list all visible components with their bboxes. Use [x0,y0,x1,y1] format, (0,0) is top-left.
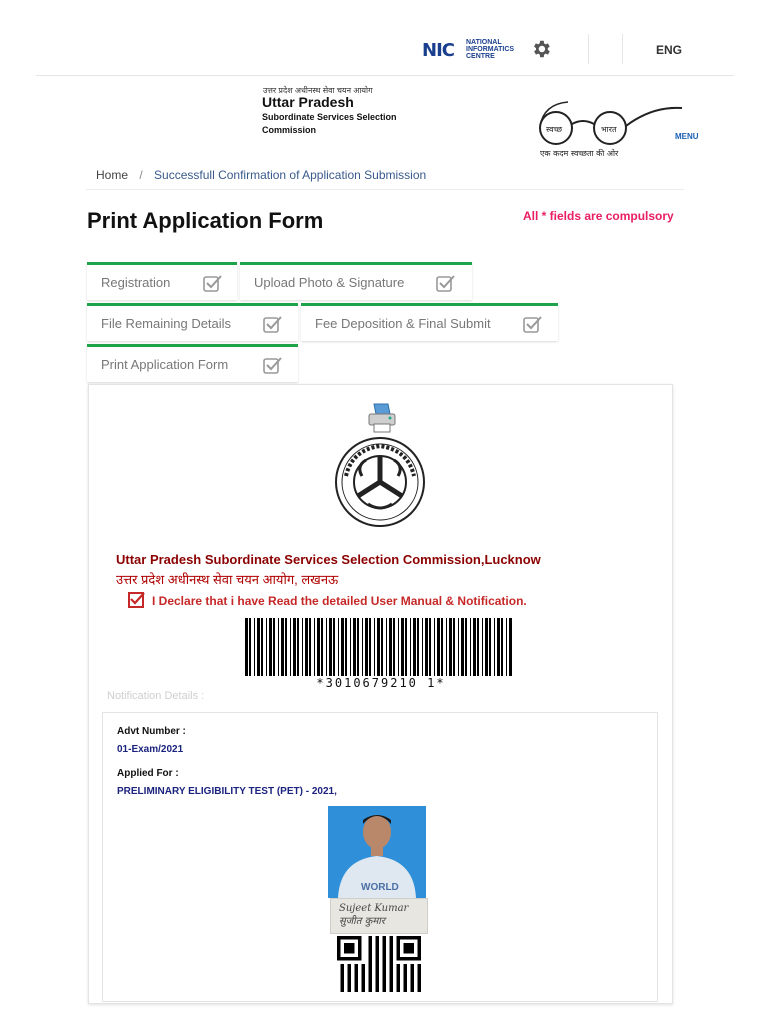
qr-module [404,978,408,982]
qr-module [376,940,380,944]
qr-module [369,947,373,951]
step-file-remaining[interactable] [87,303,298,341]
qr-module [369,940,373,944]
advt-number-value: 01-Exam/2021 [117,744,184,755]
qr-module [411,975,415,979]
barcode-bar [329,618,332,676]
qr-module [397,978,401,982]
barcode-bar [273,618,275,676]
swachh-tagline: एक कदम स्वच्छता की ओर [540,149,619,158]
nic-line-3: CENTRE [466,53,495,60]
qr-module [341,985,345,989]
qr-module [355,985,359,989]
qr-module [369,971,373,975]
step-label: Fee Deposition & Final Submit [315,316,491,331]
qr-module [355,982,359,986]
qr-module [348,975,352,979]
qr-module [362,982,366,986]
barcode-bar [266,618,267,676]
qr-module [411,985,415,989]
qr-module [383,947,387,951]
barcode-bar [453,618,455,676]
application-barcode [245,618,515,676]
compulsory-note: All * fields are compulsory [523,209,674,223]
checkbox-checked-icon [263,315,283,333]
barcode-bar [309,618,311,676]
qr-module [383,985,387,989]
top-bar [36,28,734,76]
qr-module [348,971,352,975]
qr-module [390,982,394,986]
barcode-bar [422,618,423,676]
barcode-bar [441,618,443,676]
qr-module [369,961,373,965]
qr-module [383,982,387,986]
qr-module [362,989,366,993]
barcode-bar [494,618,495,676]
nic-line-1: NATIONAL [466,39,502,46]
qr-module [404,968,408,972]
qr-module [369,964,373,968]
barcode-bar [381,618,383,676]
qr-module [397,985,401,989]
qr-module [376,957,380,961]
qr-module [404,971,408,975]
checkbox-checked-icon [203,274,223,292]
qr-module [369,985,373,989]
barcode-bar [249,618,251,676]
barcode-bar [482,618,483,676]
barcode-bar [297,618,299,676]
qr-module [383,989,387,993]
barcode-bar [473,618,476,676]
qr-module [404,989,408,993]
barcode-bar [278,618,279,676]
nic-logo[interactable] [422,38,522,60]
barcode-bar [293,618,296,676]
qr-module [383,943,387,947]
barcode-bar [362,618,363,676]
signature-line-1: Sujeet Kumar [339,903,409,914]
qr-module [383,975,387,979]
language-toggle[interactable]: ENG [656,43,683,57]
qr-module [341,964,345,968]
qr-module [341,975,345,979]
qr-module [369,950,373,954]
qr-module [355,971,359,975]
up-government-emblem [332,436,428,528]
barcode-bar [489,618,491,676]
qr-module [397,968,401,972]
qr-module [376,961,380,965]
checkbox-checked-icon [523,315,543,333]
qr-finder [344,943,355,954]
barcode-bar [321,618,323,676]
qr-module [341,989,345,993]
barcode-bar [497,618,500,676]
org-name-english: Uttar Pradesh Subordinate Services Selection Commission,Lucknow [116,552,541,567]
qr-module [348,982,352,986]
barcode-bar [417,618,419,676]
qr-module [418,964,422,968]
qr-module [383,971,387,975]
checkbox-checked-icon [436,274,456,292]
qr-module [376,975,380,979]
qr-module [418,989,422,993]
qr-module [411,964,415,968]
qr-module [376,943,380,947]
qr-code [336,936,422,992]
swachh-left-text: स्वच्छ [546,125,563,134]
qr-module [369,975,373,979]
qr-module [390,975,394,979]
barcode-bar [374,618,375,676]
qr-module [348,989,352,993]
barcode-bar [269,618,272,676]
barcode-bar [350,618,351,676]
qr-module [390,964,394,968]
qr-module [376,954,380,958]
barcode-bar [449,618,452,676]
qr-module [362,978,366,982]
qr-module [355,964,359,968]
qr-module [383,940,387,944]
swachh-bharat-logo [532,96,682,160]
qr-module [348,968,352,972]
barcode-bar [413,618,416,676]
step-fee-deposition[interactable] [301,303,558,341]
qr-module [390,954,394,958]
nic-line-2: INFORMATICS [466,46,515,53]
qr-module [390,957,394,961]
qr-module [376,989,380,993]
qr-module [355,978,359,982]
barcode-bar [506,618,507,676]
qr-module [376,968,380,972]
qr-finder [404,943,415,954]
org-subtitle: Subordinate Services Selection Commission [262,112,397,135]
checkmark-icon [129,592,145,606]
qr-module [390,936,394,940]
qr-module [369,957,373,961]
qr-module [390,961,394,965]
qr-module [355,975,359,979]
qr-module [376,936,380,940]
declaration-text: I Declare that i have Read the detailed User Manual & Notification. [152,594,527,608]
qr-module [404,964,408,968]
qr-module [369,936,373,940]
qr-module [397,989,401,993]
qr-module [390,943,394,947]
barcode-bar [314,618,315,676]
qr-module [348,978,352,982]
barcode-bar [485,618,488,676]
qr-module [362,971,366,975]
barcode-bar [377,618,380,676]
barcode-bar [333,618,335,676]
page-title: Print Application Form [87,208,324,233]
step-label: Print Application Form [101,357,229,372]
barcode-bar [326,618,327,676]
qr-module [369,978,373,982]
barcode-bar [285,618,287,676]
org-title[interactable]: Uttar Pradesh [262,94,354,110]
barcode-bar [398,618,399,676]
qr-module [390,947,394,951]
qr-module [383,954,387,958]
swachh-right-text: भारत [601,125,617,134]
barcode-bar [353,618,356,676]
barcode-bar [509,618,512,676]
qr-module [376,964,380,968]
qr-module [341,982,345,986]
applied-for-label: Applied For : [117,768,179,779]
step-registration[interactable] [87,262,237,300]
barcode-bar [501,618,503,676]
step-label: Registration [101,275,171,290]
qr-module [341,978,345,982]
qr-module [348,964,352,968]
qr-module [418,975,422,979]
qr-module [355,989,359,993]
photo-shirt-text: WORLD [361,882,399,893]
qr-module [390,989,394,993]
barcode-bar [290,618,291,676]
barcode-bar [257,618,260,676]
nic-logo-mark: NIC [422,40,454,61]
candidate-photo [328,806,426,898]
barcode-bar [461,618,464,676]
barcode-bar [458,618,459,676]
qr-module [348,985,352,989]
barcode-bar [245,618,248,676]
qr-module [397,964,401,968]
qr-module [418,971,422,975]
barcode-bar [393,618,395,676]
barcode-bar [410,618,411,676]
barcode-bar [261,618,263,676]
barcode-bar [437,618,440,676]
qr-module [341,968,345,972]
declaration [128,592,527,608]
qr-module [411,971,415,975]
nic-logo-text [466,39,514,60]
barcode-bar [281,618,284,676]
qr-module [383,978,387,982]
step-label: Upload Photo & Signature [254,275,405,290]
qr-module [376,947,380,951]
gear-icon[interactable] [530,38,552,60]
qr-module [418,985,422,989]
topbar-divider [588,34,589,64]
qr-module [369,989,373,993]
barcode-bar [305,618,308,676]
step-print-application[interactable] [87,344,298,382]
qr-module [390,940,394,944]
qr-module [376,982,380,986]
qr-module [411,989,415,993]
qr-module [376,950,380,954]
barcode-bar [401,618,404,676]
printer-icon[interactable] [366,402,398,434]
checkbox-checked-icon [263,356,283,374]
barcode-bar [477,618,479,676]
breadcrumb-current[interactable]: Successfull Confirmation of Application Submission [154,168,427,182]
qr-module [383,936,387,940]
notification-details-label: Notification Details : [107,690,205,702]
qr-module [404,982,408,986]
qr-module [390,985,394,989]
menu-button[interactable]: MENU [675,132,699,141]
qr-module [390,978,394,982]
breadcrumb [86,162,684,190]
barcode-bar [465,618,467,676]
barcode-bar [317,618,320,676]
barcode-bar [338,618,339,676]
barcode-bar [345,618,347,676]
barcode-bar [386,618,387,676]
qr-module [404,975,408,979]
barcode-bar [302,618,303,676]
signature-line-2: सुजीत कुमार [339,916,385,927]
barcode-bar [369,618,371,676]
qr-module [411,982,415,986]
qr-module [390,950,394,954]
qr-module [418,978,422,982]
qr-module [383,968,387,972]
qr-module [390,968,394,972]
qr-module [397,982,401,986]
qr-module [418,968,422,972]
qr-module [341,971,345,975]
qr-module [383,964,387,968]
org-name-hindi-full: उत्तर प्रदेश अधीनस्थ सेवा चयन आयोग, लखनऊ [116,572,339,587]
qr-module [383,950,387,954]
qr-module [383,957,387,961]
qr-module [362,964,366,968]
barcode-bar [434,618,435,676]
qr-module [376,971,380,975]
step-label: File Remaining Details [101,316,232,331]
barcode-number: *3010679210 1* [316,676,446,690]
breadcrumb-separator: / [139,168,143,182]
qr-module [411,978,415,982]
qr-module [397,975,401,979]
qr-module [355,968,359,972]
qr-module [397,971,401,975]
barcode-bar [405,618,407,676]
qr-module [362,968,366,972]
qr-module [369,982,373,986]
qr-module [369,968,373,972]
org-name-hindi: उत्तर प्रदेश अधीनस्थ सेवा चयन आयोग [263,86,373,95]
candidate-signature [330,898,428,934]
advt-number-label: Advt Number : [117,726,186,737]
qr-module [362,975,366,979]
topbar-divider [622,34,623,64]
qr-module [376,978,380,982]
qr-module [411,968,415,972]
declaration-checkbox[interactable] [128,592,144,608]
step-upload-photo[interactable] [240,262,472,300]
qr-module [376,985,380,989]
barcode-bar [425,618,428,676]
qr-module [369,954,373,958]
qr-module [362,985,366,989]
qr-module [404,985,408,989]
qr-module [390,971,394,975]
breadcrumb-home[interactable]: Home [96,168,129,182]
barcode-bar [341,618,344,676]
barcode-bar [365,618,368,676]
qr-module [418,982,422,986]
qr-module [383,961,387,965]
barcode-bar [429,618,431,676]
barcode-bar [254,618,255,676]
barcode-bar [470,618,471,676]
barcode-bar [357,618,359,676]
applied-for-value: PRELIMINARY ELIGIBILITY TEST (PET) - 2021, [117,786,337,797]
barcode-bar [389,618,392,676]
barcode-bar [446,618,447,676]
qr-module [369,943,373,947]
